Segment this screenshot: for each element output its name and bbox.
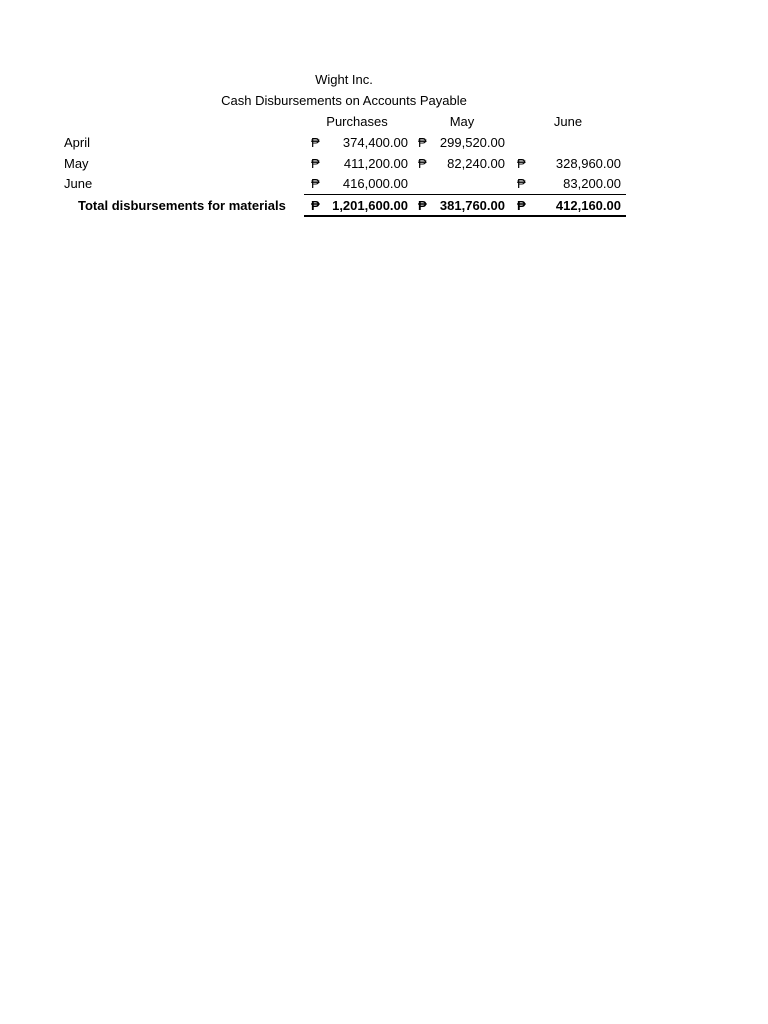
total-may: 381,760.00	[439, 198, 505, 213]
total-purchases: 1,201,600.00	[332, 198, 408, 213]
cell-may-purchases: 411,200.00	[343, 156, 408, 171]
peso-sign: ₱	[311, 176, 320, 191]
peso-sign: ₱	[418, 135, 427, 150]
row-label-may: May	[64, 156, 89, 171]
peso-sign: ₱	[517, 176, 526, 191]
total-rule	[304, 215, 626, 217]
cell-april-purchases: 374,400.00	[342, 135, 408, 150]
cell-may-may: 82,240.00	[447, 156, 505, 171]
cell-june-purchases: 416,000.00	[342, 176, 408, 191]
company-name: Wight Inc.	[315, 72, 373, 87]
peso-sign: ₱	[418, 198, 427, 213]
cell-may-june: 328,960.00	[555, 156, 621, 171]
total-june: 412,160.00	[555, 198, 621, 213]
column-header-may: May	[449, 114, 475, 129]
cell-april-may: 299,520.00	[439, 135, 505, 150]
total-label: Total disbursements for materials	[78, 198, 286, 213]
peso-sign: ₱	[311, 198, 320, 213]
report-title: Cash Disbursements on Accounts Payable	[221, 93, 467, 108]
row-label-april: April	[64, 135, 91, 150]
peso-sign: ₱	[311, 156, 320, 171]
subtotal-rule	[304, 194, 626, 195]
peso-sign: ₱	[517, 198, 526, 213]
peso-sign: ₱	[311, 135, 320, 150]
peso-sign: ₱	[517, 156, 526, 171]
cell-june-june: 83,200.00	[563, 176, 621, 191]
peso-sign: ₱	[418, 156, 427, 171]
table-row-may	[0, 156, 768, 177]
column-header-purchases: Purchases	[326, 114, 388, 129]
column-header-june: June	[553, 114, 583, 129]
table-row-april	[0, 135, 768, 156]
row-label-june: June	[64, 176, 93, 191]
